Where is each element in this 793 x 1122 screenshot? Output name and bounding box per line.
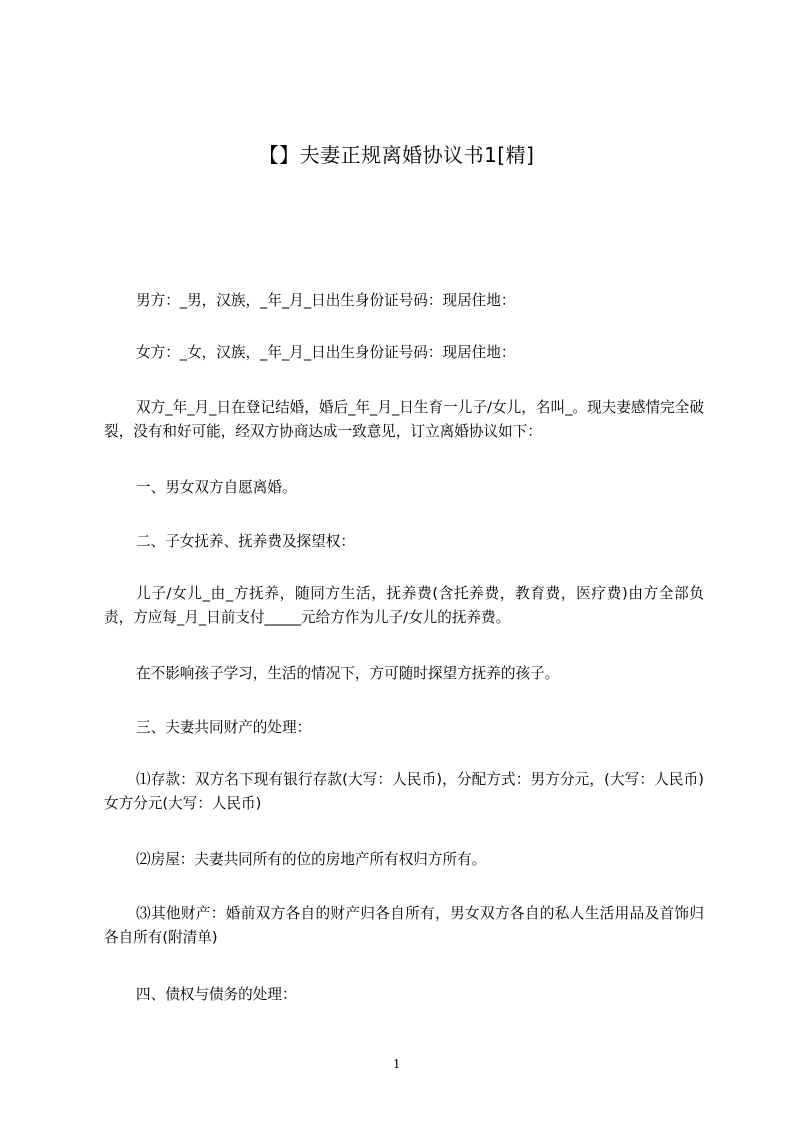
paragraph-child-custody: 儿子/女儿_由_方抚养，随同方生活，抚养费(含托养费，教育费，医疗费)由方全部负责，方应每_月_日前支付_____元给方作为儿子/女儿的抚养费。 bbox=[104, 585, 704, 626]
paragraph-female-party: 女方：_女，汉族，_年_月_日出生身份证号码：现居住地： bbox=[136, 344, 516, 361]
paragraph-marriage-background: 双方_年_月_日在登记结婚，婚后_年_月_日生育一儿子/女儿，名叫_。现夫妻感情完全破裂，没有和好可能，经双方协商达成一致意见，订立离婚协议如下： bbox=[104, 399, 704, 440]
clause-2-heading: 二、子女抚养、抚养费及探望权： bbox=[136, 533, 355, 550]
paragraph-other-property: ⑶其他财产：婚前双方各自的财产归各自所有，男女双方各自的私人生活用品及首饰归各自所有(附清单) bbox=[104, 905, 704, 946]
document-title: 【】夫妻正规离婚协议书1[精] bbox=[258, 143, 535, 167]
clause-3-heading: 三、夫妻共同财产的处理： bbox=[136, 719, 312, 736]
paragraph-male-party: 男方：_男，汉族，_年_月_日出生身份证号码：现居住地： bbox=[136, 292, 516, 309]
clause-1-divorce: 一、男女双方自愿离婚。 bbox=[136, 479, 297, 496]
page-number: 1 bbox=[393, 1057, 400, 1072]
paragraph-house: ⑵房屋：夫妻共同所有的位的房地产所有权归方所有。 bbox=[136, 851, 487, 868]
paragraph-visitation: 在不影响孩子学习，生活的情况下，方可随时探望方抚养的孩子。 bbox=[136, 665, 560, 682]
clause-4-heading: 四、债权与债务的处理： bbox=[136, 986, 297, 1003]
paragraph-savings: ⑴存款：双方名下现有银行存款(大写：人民币)，分配方式：男方分元，(大写：人民币)女方分元(大写：人民币) bbox=[104, 771, 704, 812]
